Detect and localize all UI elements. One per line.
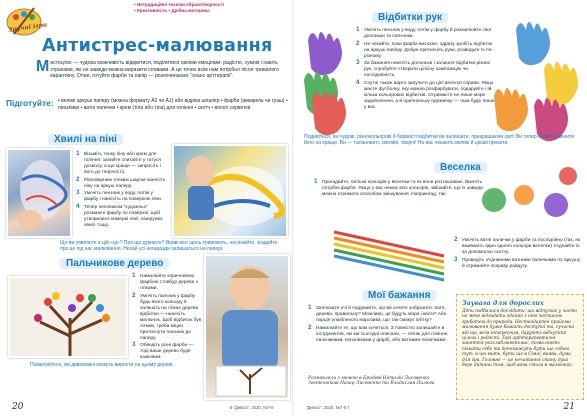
step-text: Візьміть тонку піну або крем для гоління: запийте спитайте у татуся дозволу, а ще краще — запросіть і його до творчості).: [84, 152, 161, 175]
step-number: 3: [356, 59, 360, 67]
steps-finger-tree: [132, 274, 202, 363]
step-number: 3: [132, 341, 136, 349]
step-item: [356, 28, 496, 40]
step-item: [454, 238, 582, 256]
step-number: 2: [132, 291, 136, 299]
step-number: 4: [76, 202, 80, 210]
child-photo-icon: [174, 146, 288, 238]
prep-text: • великі аркуші паперу (можна формату А2 чи А1) або відріки шпалер • фарби (акварель чи гуаш) • пензлики • ватні палички • крем (тіла або тіла) для гоління • скотч • вологі серветки: [58, 98, 288, 111]
step-number: 2: [454, 236, 458, 243]
step-text: Обведіть різні фарби — тоді ваше дерево буде казковим.: [140, 343, 194, 361]
step-item: [76, 152, 166, 176]
step-text: Пригадайте, скільки кольорів у веселки та як вони розташовані. Вмочіть потрібні фарби. Якщо у вас немає всіх кольорів, змішайте, що їх завжди можна отримати способом змішування. Наприклад, так:: [322, 180, 483, 197]
step-item: [76, 191, 166, 203]
prep-label: Підготуйте:: [6, 98, 54, 108]
tag-line: • Креативність • Дрібна моторика: [134, 8, 210, 13]
step-number: 3: [76, 189, 80, 197]
step-text: Проведіть з'єднаними ватними паличками по аркушу й отримайте яскраву райдугу.: [462, 257, 581, 269]
steps-rainbow-b: [454, 238, 582, 271]
note-handprints: Подивіться, які чудові, різнокольорові й барвисті відбитки ви залишите, прикрашаючи світ! Ви тепер можете змінити його на краще. Ви — талановиті, сміливі, творчі! На вас чекають великі й цікаві проєкти.: [304, 134, 575, 147]
steps-waves: [76, 152, 166, 230]
step-number: 1: [76, 150, 80, 157]
step-item: [308, 306, 454, 324]
steps-wishes: [308, 306, 454, 345]
dropcap: М: [36, 58, 50, 75]
foam-photo-icon: [8, 150, 72, 238]
step-text: Рівномірним тонким шаром нанесіть піну на аркуш паперу.: [84, 177, 166, 189]
intro-paragraph: [36, 60, 288, 80]
step-text: Умочіть пензлик у воду, потім у фарбу й розмалюйте свої долоньки та пальчики.: [364, 28, 492, 39]
step-text: Умочіть пензлик у воду, потім у фарбу і нанесіть на поверхню піни.: [84, 191, 163, 203]
step-number: 1: [356, 26, 360, 33]
note-finger-tree: Помилуйтеся, які дивовижні можуть вирости на цьому дереві.: [30, 362, 174, 368]
intro-text: истецтво — чудова можливість відкритися, поділитися своїми емоціями: радістю, сумом і навіть страхами, які не завжди можна виразити словами. А це точно всім нам потрібно після тривалого карантину. Отже, готуйте фарби та папір — розпочинаємо “сеанс арттерапії”.: [50, 60, 279, 80]
logo-text: Зручні ігри: [7, 21, 48, 34]
step-item: [76, 175, 166, 190]
step-text: Умочіть пальчик у фарбу будь-якого кольору й залишіть на гілках дерева відбитки — нанесіть малюнок. Щоб відбиток був чітким, треба міцно притиснути пальчик до паперу.: [140, 293, 202, 341]
step-number: 2: [76, 175, 80, 183]
page-number-right: 21: [563, 402, 575, 412]
step-number: 2: [308, 323, 312, 331]
step-text: Не чекайте, поки фарба висохне, одразу зробіть відбиток на аркуші паперу. Добре притисніть руки, розводьте їх по-різному.: [364, 41, 493, 59]
step-item: [132, 343, 202, 361]
section-title-wishes: Мої бажання: [362, 290, 436, 301]
adult-note-text: Діти подбалися дослідити, що відпускає у часто не мене відгидати одинно з нею частиною гриботом до природи. Нестандартні прийоми малювання дуже бажать доступні та, сучасна від ще, всім інтересним, дарують відчуття цілого і радості. Такі арттерапевтичні заняття розслаблюють вас, дозволяють пізнати себе та допоможуть бути ще собою тут, в цю мить, бути ще в Сімої, вияви, думи для гри. Головне — це нечитання стану душі бере дитини тим, щоб вона стала в малюнках.: [462, 309, 577, 369]
step-item: [454, 255, 582, 270]
step-number: 2: [356, 39, 360, 47]
left-page: [0, 0, 293, 416]
credit-text: Розмовляли з мамою в Бридові Наталій Лисовенко Зоотехнікові Назар Лисовенко та Владислав Пилюга: [308, 376, 435, 387]
photo-child-painting: [172, 144, 288, 238]
section-title-handprints: Відбитки рук: [372, 12, 448, 23]
section-title-finger-tree: Пальчикове дерево: [60, 258, 169, 269]
adult-note-heading: Заувага для дорослих: [462, 299, 544, 307]
step-text: Спутні також варто залучити до цієї веселої справи. Якщо маєте футболку, яку можна розфарбувати, подаруйте і їй кілька кольорових відбитків. Отримаєте не лише море задоволення, а й оригінальну одежинку — така буде лише у вас.: [364, 80, 495, 110]
steps-rainbow: [314, 180, 484, 200]
step-text: Намалюйте коричневою фарбою стовбур дерева з гілками.: [140, 274, 198, 291]
note-waves: Що ви уявляєте в цій «ці»? Про що думаєте? Вияві все щось тривожить, неспокійте, згадайте про це під час малювання. Нехай усі негаразди залишаться на папері.: [60, 240, 278, 253]
step-text: Тепер пензликом “художньо” розмажте фарбу по поверхні, щоб утворилися химерні лінії, візерунки, хвилі тощо.: [84, 204, 164, 228]
photo-boy-tree: [204, 254, 290, 400]
step-number: 3: [454, 255, 458, 263]
tree-drawing-icon: [10, 278, 128, 358]
header-tags: [134, 2, 284, 14]
step-text: Намалюйте те, що вам хочеться. З повністю залишайте в інструментів, які ми сьогодні описали, — ліпню для гоління, пальчиками, пензликами у фарбі, або ватними паличками.: [316, 325, 449, 343]
footer-left: 6 “Дивосі”, 2020, №7-8: [230, 405, 274, 410]
step-text: Умочіть ватні палички у фарби та послідовно (так, як вживають один одного кольори веселки) з'єднайте їх за допомогою скотчу.: [462, 238, 580, 255]
step-item: [314, 180, 484, 198]
step-text: Заплющте очі й подумайте, що ви хочете зобразити. Катя, дерево, правильну? Можливо, це будуть мори і квіти? Або порція улюбленого морозива, що так смакує влітку?: [316, 306, 447, 323]
step-item: [132, 291, 202, 342]
tag-line: • Нетрадиційні техніки образотворчості: [134, 2, 224, 7]
photo-finger-tree: [8, 276, 128, 358]
step-item: [356, 61, 496, 79]
step-number: 4: [356, 78, 360, 86]
step-number: 1: [314, 178, 318, 185]
footer-right: “Дивосі”, 2020, №7-8 7: [306, 405, 350, 410]
step-number: 1: [308, 304, 312, 311]
page-number-left: 20: [12, 402, 24, 412]
adult-note-box: [456, 294, 584, 400]
step-text: За бажання нанесіть долоньки і залиште відбитки різних рук, спробуйте створити цілісну композицію чи послідовність.: [364, 61, 491, 79]
step-item: [356, 78, 496, 111]
section-title-waves: Хвилі на піні: [48, 134, 123, 145]
step-item: [308, 323, 454, 344]
section-title-rainbow: Веселка: [434, 162, 487, 173]
step-item: [76, 202, 166, 229]
step-number: 1: [132, 272, 136, 279]
page-title: Антистрес-малювання: [42, 36, 273, 56]
boy-photo-icon: [206, 256, 290, 400]
photo-foam-painting: [6, 148, 72, 238]
right-page: [294, 0, 587, 416]
step-item: [356, 39, 496, 60]
step-item: [132, 274, 202, 292]
prep-block: [6, 96, 290, 128]
steps-handprints: [356, 28, 496, 112]
